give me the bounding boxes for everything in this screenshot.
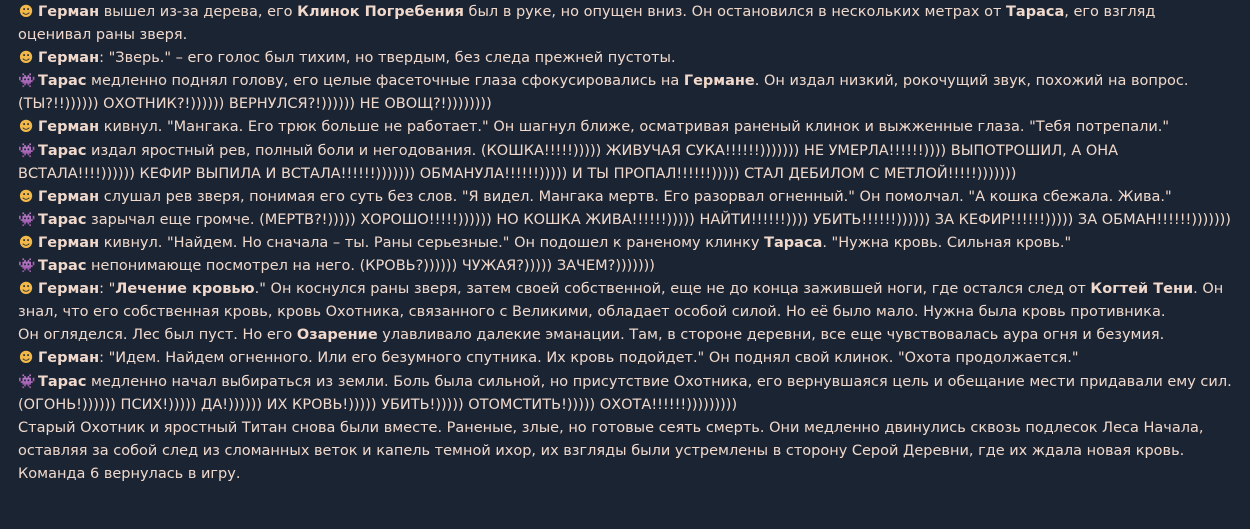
message-text: . "Нужна кровь. Сильная кровь." <box>822 234 1072 251</box>
chat-message <box>18 324 1232 347</box>
bold-text: Герман <box>38 50 100 67</box>
message-text: кивнул. "Найдем. Но сначала – ты. Раны серьезные." Он подошел к раненому клинку <box>99 234 765 251</box>
bold-text: Германе <box>683 73 755 90</box>
message-text: медленно начал выбираться из земли. Боль была сильной, но присутствие Охотника, его вернувшаяся цель и обещание мести придавали ему сил. (ОГОНЬ!)))))) ПСИХ!))))) ДА!)))))) ИХ КРОВЬ!))))) УБИТЬ!))))) ОТОМСТИТЬ!))))) ОХОТА!!!!!!))))))))) <box>18 373 1232 413</box>
message-text: . Он издал низкий, рокочущий звук, похожий на вопрос. (ТЫ?!!)))))) ОХОТНИК?!)))))) ВЕРНУЛСЯ?!)))))) НЕ ОВОЩ?!)))))))) <box>18 73 1189 113</box>
message-text: ." Он коснулся раны зверя, затем своей собственной, еще не до конца зажившей ноги, где остался след от <box>254 281 1091 298</box>
bold-text: Тарас <box>38 258 87 275</box>
message-text: слушал рев зверя, понимая его суть без слов. "Я видел. Мангака мертв. Его разорвал огненный." Он помолчал. "А кошка сбежала. Жива." <box>99 188 1172 205</box>
old-man-emoji-icon: ☻ <box>18 188 34 205</box>
message-text: улавливало далекие эманации. Там, в стороне деревни, все еще чувствовалась аура огня и безумия. <box>377 327 1165 344</box>
message-text: издал яростный рев, полный боли и негодования. (КОШКА!!!!!))))) ЖИВУЧАЯ СУКА!!!!!!))))))) НЕ УМЕРЛА!!!!!!)))) ВЫПОТРОШИЛ, А ОНА ВСТАЛА!!!!)))))) КЕФИР ВЫПИЛА И ВСТАЛА!!!!!!))))))) ОБМАНУЛА!!!!!!))))) И ТЫ ПРОПАЛ!!!!!!))))) СТАЛ ДЕБИЛОМ С МЕТЛОЙ!!!!!))))))) <box>18 142 1119 182</box>
bold-text: Клинок Погребения <box>297 4 464 20</box>
alien-monster-emoji-icon: 👾 <box>18 73 36 90</box>
chat-message <box>18 232 1232 255</box>
old-man-emoji-icon: ☻ <box>18 234 34 251</box>
bold-text: Лечение кровью <box>115 281 255 298</box>
bold-text: Тарас <box>38 73 87 90</box>
bold-text: Тараса <box>1006 4 1065 20</box>
message-text: медленно поднял голову, его целые фасеточные глаза сфокусировались на <box>86 73 684 90</box>
chat-message <box>18 1 1232 47</box>
message-text: вышел из-за дерева, его <box>99 4 298 20</box>
chat-message <box>18 186 1232 209</box>
old-man-emoji-icon: ☻ <box>18 350 34 367</box>
message-text: , его взгляд оценивал раны зверя. <box>18 4 1156 44</box>
chat-message <box>18 116 1232 139</box>
bold-text: Герман <box>38 119 100 136</box>
chat-message <box>18 255 1232 278</box>
bold-text: Герман <box>38 281 100 298</box>
bold-text: Когтей Тени <box>1090 281 1194 298</box>
alien-monster-emoji-icon: 👾 <box>18 258 36 275</box>
message-text: . Он знал, что его собственная кровь, кровь Охотника, связанного с Великими, обладает особой силой. Но её было мало. Нужна была кровь противника. <box>18 281 1224 321</box>
bold-text: Герман <box>38 234 100 251</box>
chat-message <box>18 417 1232 486</box>
chat-message <box>18 278 1232 324</box>
old-man-emoji-icon: ☻ <box>18 281 34 298</box>
old-man-emoji-icon: ☻ <box>18 50 34 67</box>
bold-text: Озарение <box>296 327 378 344</box>
message-text: : "Идем. Найдем огненного. Или его безумного спутника. Их кровь подойдет." Он поднял свой клинок. "Охота продолжается." <box>99 350 1079 367</box>
message-text: Старый Охотник и яростный Титан снова были вместе. Раненые, злые, но готовые сеять смерть. Они медленно двинулись сквозь подлесок Леса Начала, оставляя за собой след из сломанных веток и капель темной ихор, их взгляды были устремлены в сторону Серой Деревни, где их ждала новая кровь. Команда 6 вернулась в игру. <box>18 419 1204 482</box>
old-man-emoji-icon: ☻ <box>18 119 34 136</box>
message-text: был в руке, но опущен вниз. Он остановился в нескольких метрах от <box>463 4 1007 20</box>
chat-message <box>18 70 1232 116</box>
message-text: : " <box>99 281 116 298</box>
chat-message <box>18 140 1232 186</box>
chat-message <box>18 209 1232 232</box>
alien-monster-emoji-icon: 👾 <box>18 211 36 228</box>
alien-monster-emoji-icon: 👾 <box>18 373 36 390</box>
message-text: непонимающе посмотрел на него. (КРОВЬ?)))))) ЧУЖАЯ?))))) ЗАЧЕМ?))))))) <box>86 258 655 275</box>
old-man-emoji-icon: ☻ <box>18 4 34 20</box>
bold-text: Тарас <box>38 373 87 390</box>
chat-message <box>18 347 1232 370</box>
chat-message <box>18 47 1232 70</box>
alien-monster-emoji-icon: 👾 <box>18 142 36 159</box>
message-text: зарычал еще громче. (МЕРТВ?!))))) ХОРОШО!!!!!)))))) НО КОШКА ЖИВА!!!!!!))))) НАЙТИ!!!!!!)))) УБИТЬ!!!!!!)))))) ЗА КЕФИР!!!!!!))))) ЗА ОБМАН!!!!!!))))))) <box>86 211 1231 228</box>
message-text: : "Зверь." – его голос был тихим, но твердым, без следа прежней пустоты. <box>99 50 676 67</box>
chat-log <box>0 1 1250 486</box>
message-text: Он огляделся. Лес был пуст. Но его <box>18 327 297 344</box>
bold-text: Герман <box>38 350 100 367</box>
chat-message <box>18 371 1232 417</box>
message-text: кивнул. "Мангака. Его трюк больше не работает." Он шагнул ближе, осматривая раненый клинок и выжженные глаза. "Тебя потрепали." <box>99 119 1170 136</box>
bold-text: Тараса <box>764 234 823 251</box>
bold-text: Тарас <box>38 211 87 228</box>
bold-text: Тарас <box>38 142 87 159</box>
bold-text: Герман <box>38 188 100 205</box>
bold-text: Герман <box>38 4 100 20</box>
